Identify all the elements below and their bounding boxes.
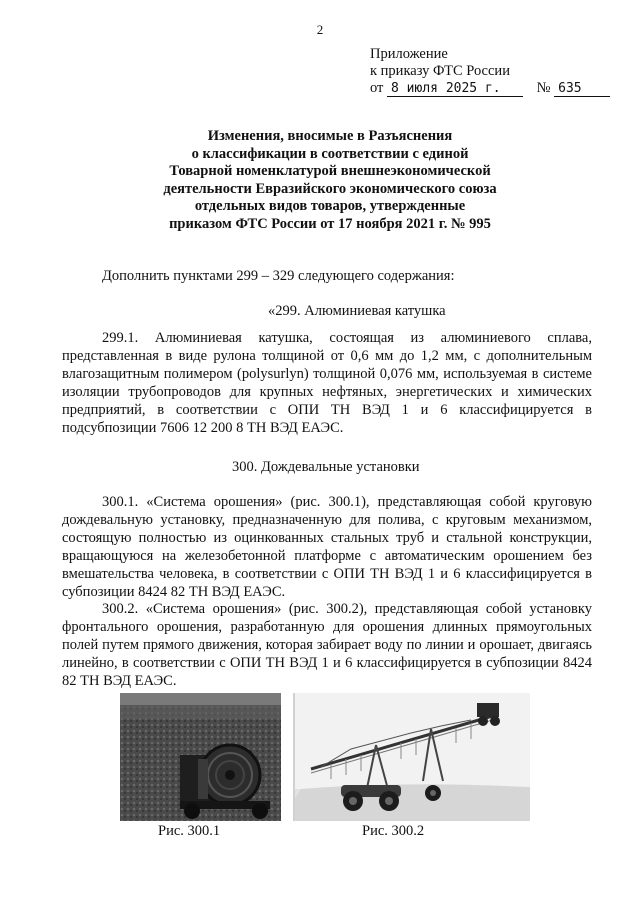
appendix-line-1: Приложение [370,46,448,62]
page-number: 2 [316,22,324,37]
appendix-line-2: к приказу ФТС России [370,63,510,79]
date-prefix: от [370,80,384,96]
linear-move-irrigator-photo [281,693,530,821]
order-date: 8 июля 2025 г. [387,82,523,97]
title-line: о классификации в соответствии с единой [191,145,469,162]
appendix-date-line [370,80,610,97]
number-label: № [536,80,551,96]
intro-paragraph: Дополнить пунктами 299 – 329 следующего содержания: [102,268,455,284]
title-line: приказом ФТС России от 17 ноября 2021 г. № 995 [169,215,491,232]
section-300-heading: 300. Дождевальные установки [232,459,420,475]
paragraph-300-2: 300.2. «Система орошения» (рис. 300.2), представляющая собой установку фронтального орошения, разработанную для орошения длинных прямоугольных полей путем прямого движения, которая забирает воду по линии и орошает, двигаясь линейно, в соответствии с ОПИ ТН ВЭД 1 и 6 классифицируется в субпозиции 8424 82 ТН ВЭД ЕАЭС. [62,601,592,689]
section-299-heading: «299. Алюминиевая катушка [268,303,446,319]
title-line: Изменения, вносимые в Разъяснения [207,128,453,144]
title-line: Товарной номенклатурой внешнеэкономической [169,163,491,180]
figure-300-1-photo [120,693,281,821]
figure-300-2-caption: Рис. 300.2 [362,823,425,839]
title-line: отдельных видов товаров, утвержденные [194,198,466,215]
title-line: деятельности Евразийского экономического союза [163,180,497,197]
appendix-block [370,46,610,97]
figure-300-1-caption: Рис. 300.1 [158,823,221,839]
figure-300-2-photo [281,693,530,821]
paragraph-299-1: 299.1. Алюминиевая катушка, состоящая из алюминиевого сплава, представленная в виде рулона толщиной от 0,6 мм до 1,2 мм, с дополнительным влагозащитным полимером (polysurlyn) толщиной 0,076 мм, используемая в системе изоляции трубопроводов для крупных нефтяных, энергетических и химических предприятий, в соответствии с ОПИ ТН ВЭД 1 и 6 классифицируется в подсубпозиции 7606 12 200 8 ТН ВЭД ЕАЭС. [62,330,592,436]
document-title [100,128,560,234]
paragraph-300-1: 300.1. «Система орошения» (рис. 300.1), представляющая собой круговую дождевальную установку, предназначенную для полива, с круговым механизмом, состоящую полностью из оцинкованных стальных труб и стальной конструкции, вращающуюся на железобетонной платформе с автоматическим орошением без вмешательства человека, в соответствии с ОПИ ТН ВЭД 1 и 6 классифицируется в субпозиции 8424 82 ТН ВЭД ЕАЭС. [62,494,592,600]
order-number: 635 [554,82,610,97]
hose-reel-irrigator-photo [120,693,281,821]
